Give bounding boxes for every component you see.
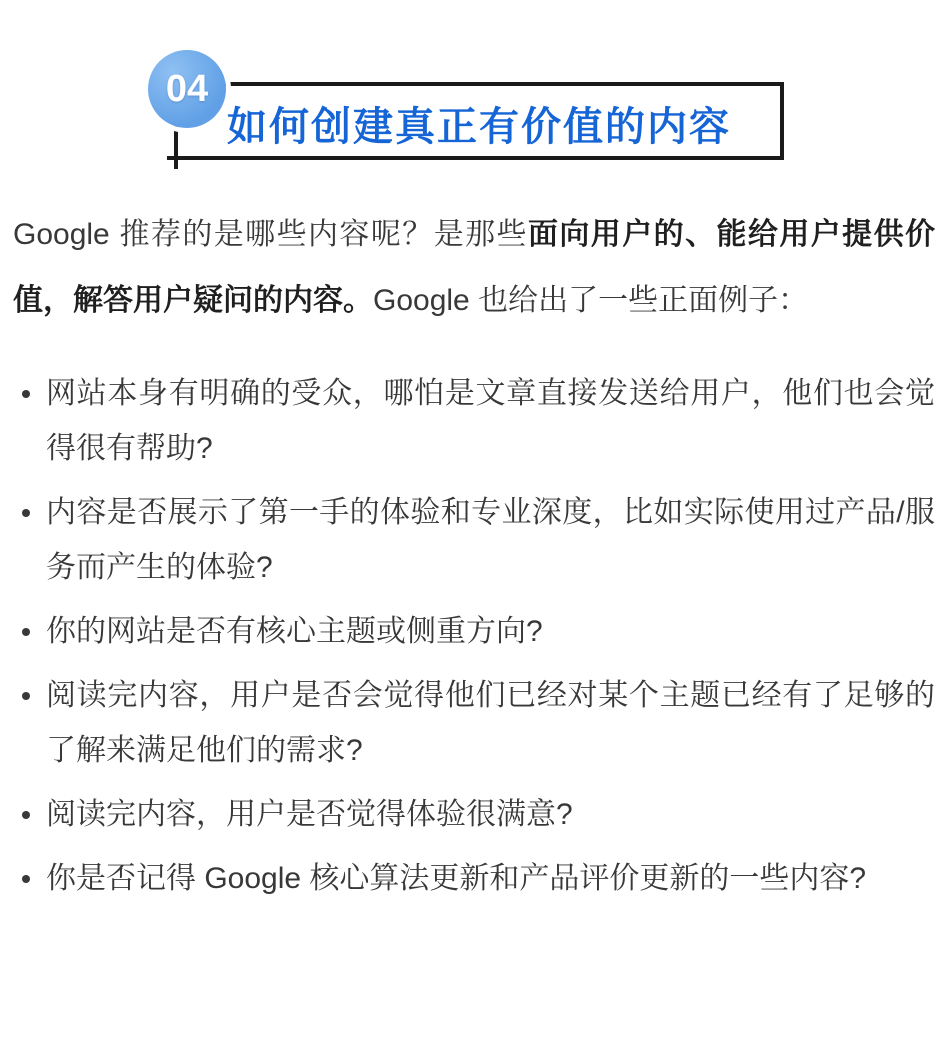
list-item	[13, 366, 935, 476]
list-item	[13, 604, 935, 659]
list-item-text: 你的网站是否有核心主题或侧重方向?	[46, 615, 543, 648]
list-item-text: 网站本身有明确的受众，哪怕是文章直接发送给用户，他们也会觉得很有帮助?	[46, 377, 935, 465]
list-item-text: 阅读完内容，用户是否会觉得他们已经对某个主题已经有了足够的了解来满足他们的需求?	[46, 679, 935, 767]
section-number-badge	[148, 50, 226, 128]
list-item	[13, 668, 935, 778]
bullet-dot-icon	[22, 509, 30, 517]
intro-segment: 面向用户的、能给用户提供价值，解答用户疑问的内容。	[13, 218, 936, 317]
bullet-dot-icon	[22, 875, 30, 883]
section-header	[0, 0, 945, 160]
bullet-dot-icon	[22, 628, 30, 636]
list-item-text: 内容是否展示了第一手的体验和专业深度，比如实际使用过产品/服务而产生的体验?	[46, 496, 935, 584]
section-number: 04	[165, 67, 209, 110]
list-item	[13, 485, 935, 595]
list-item-text: 阅读完内容，用户是否觉得体验很满意?	[46, 798, 573, 831]
list-item-text: 你是否记得 Google 核心算法更新和产品评价更新的一些内容?	[46, 862, 867, 895]
content-list	[13, 366, 935, 906]
bullet-dot-icon	[22, 390, 30, 398]
intro-paragraph	[13, 202, 935, 334]
intro-segment: Google 也给出了一些正面例子：	[373, 284, 809, 317]
list-item	[13, 851, 935, 906]
section-title-frame	[165, 67, 784, 160]
intro-segment: Google 推荐的是哪些内容呢？是那些	[13, 218, 528, 251]
bullet-dot-icon	[22, 692, 30, 700]
bullet-dot-icon	[22, 811, 30, 819]
list-item	[13, 787, 935, 842]
section-title: 如何创建真正有价值的内容	[227, 104, 731, 149]
